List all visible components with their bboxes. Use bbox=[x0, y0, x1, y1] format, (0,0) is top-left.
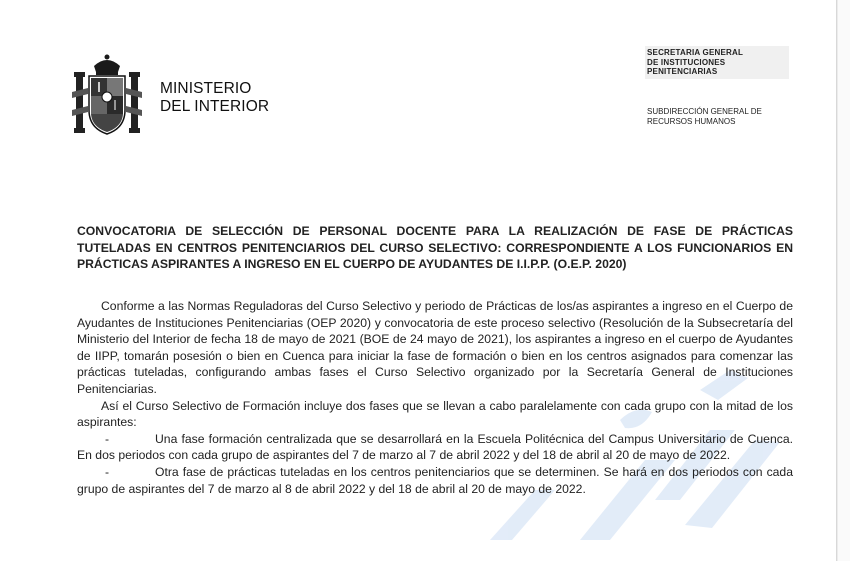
ministry-line-2: DEL INTERIOR bbox=[160, 98, 270, 115]
list-item bbox=[77, 464, 793, 497]
list-dash: - bbox=[105, 431, 110, 446]
department-line-1: SECRETARIA GENERAL bbox=[647, 48, 744, 57]
ministry-line-1: MINISTERIO bbox=[160, 80, 252, 97]
list-item-text-2: Otra fase de prácticas tuteladas en los centros penitenciarios que se determinen. Se hará en dos periodos con cada grupo de aspirantes del 7 de marzo al 8 de abril 2022 y del 18 de abril al 20 de mayo de 2022. bbox=[77, 464, 793, 496]
letterhead bbox=[0, 0, 836, 160]
department-box bbox=[645, 46, 789, 79]
page-gutter bbox=[837, 0, 850, 561]
paragraph-1: Conforme a las Normas Reguladoras del Curso Selectivo y periodo de Prácticas de los/as aspirantes a ingreso en el Cuerpo de Ayudantes de Instituciones Penitenciarias (OEP 2020) y convocatoria de este proceso selectivo (Resolución de la Subsecretaría del Ministerio del Interior de fecha 18 de mayo de 2021 (BOE de 24 mayo de 2021), los aspirantes a ingreso en el cuerpo de Ayudantes de IIPP, tomarán posesión o bien en Cuenca para iniciar la fase de formación o bien en los centros asignados para comenzar las prácticas tuteladas, configurando ambas fases el Curso Selectivo organizado por la Secretaría General de Instituciones Penitenciarias. bbox=[77, 299, 793, 396]
paragraph-2: Así el Curso Selectivo de Formación incluye dos fases que se llevan a cabo paralelamente con cada grupo con la mitad de los aspirantes: bbox=[77, 398, 793, 430]
coat-of-arms-icon bbox=[72, 52, 142, 138]
document-title: CONVOCATORIA DE SELECCIÓN DE PERSONAL DOCENTE PARA LA REALIZACIÓN DE FASE DE PRÁCTICAS TUTELADAS EN CENTROS PENITENCIARIOS DEL CURSO SELECTIVO: CORRESPONDIENTE A LOS FUNCIONARIOS EN PRÁCTICAS ASPIRANTES A INGRESO EN EL CUERPO DE AYUDANTES DE I.I.P.P. (O.E.P. 2020) bbox=[77, 224, 793, 271]
department-line-2: DE INSTITUCIONES bbox=[647, 57, 726, 67]
subdirectorate-line-1: SUBDIRECCIÓN GENERAL DE bbox=[647, 107, 762, 116]
subdirectorate-line-2: RECURSOS HUMANOS bbox=[647, 117, 736, 126]
department-line-3: PENITENCIARIAS bbox=[647, 67, 718, 76]
document-body bbox=[77, 298, 793, 497]
list-item bbox=[77, 431, 793, 464]
list-dash: - bbox=[105, 464, 110, 479]
subdirectorate bbox=[647, 107, 797, 127]
list-item-text-1: Una fase formación centralizada que se desarrollará en la Escuela Politécnica del Campus Universitario de Cuenca. En dos periodos con cada grupo de aspirantes del 7 de marzo al 7 de abril 2022 y del 18 de abril al 20 de mayo de 2022. bbox=[77, 431, 793, 463]
ministry-name bbox=[160, 80, 269, 116]
